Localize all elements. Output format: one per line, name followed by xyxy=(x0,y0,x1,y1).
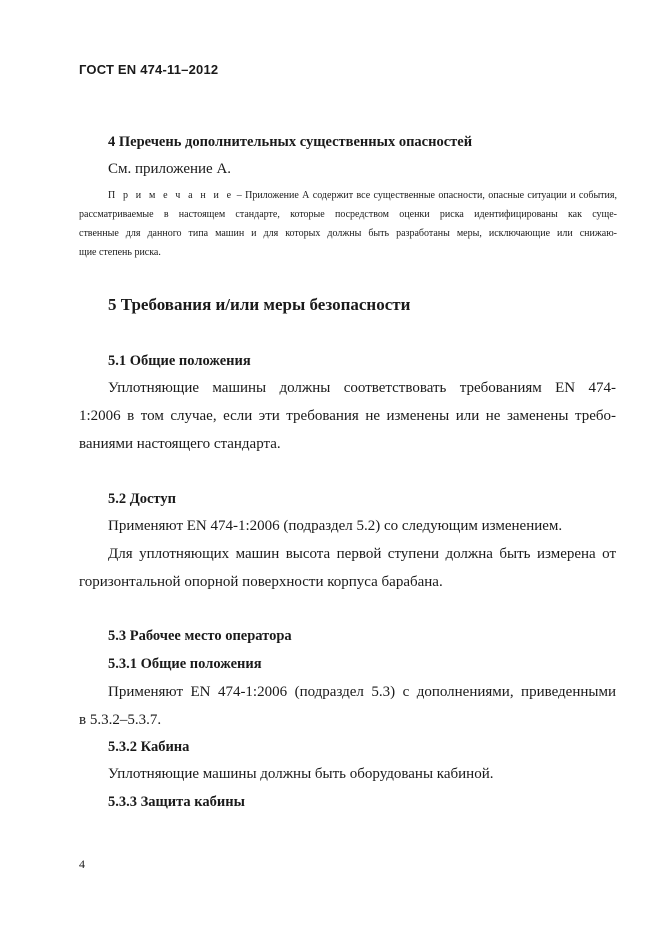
section-5-3-1-line-2: в 5.3.2–5.3.7. xyxy=(79,712,162,728)
section-5-1-line-2: 1:2006 в том случае, если эти требования не изменены или не заменены требо- xyxy=(79,408,616,424)
section-4-note xyxy=(79,186,617,262)
note-label: П р и м е ч а н и е xyxy=(108,190,234,201)
page-number: 4 xyxy=(79,857,85,871)
note-line-1-text: – Приложение А содержит все существенные опасности, опасные ситуации и события, xyxy=(236,190,618,201)
section-5-3-title: 5.3 Рабочее место оператора xyxy=(108,628,292,644)
section-5-2-title: 5.2 Доступ xyxy=(108,491,176,507)
document-header: ГОСТ EN 474-11–2012 xyxy=(79,62,219,77)
section-4-reference: См. приложение А. xyxy=(108,161,232,177)
section-5-1-title: 5.1 Общие положения xyxy=(108,353,251,369)
section-5-2-line-2: Для уплотняющих машин высота первой ступени должна быть измерена от xyxy=(108,546,616,562)
section-5-3-2-text: Уплотняющие машины должны быть оборудованы кабиной. xyxy=(108,766,494,782)
section-5-3-1-title: 5.3.1 Общие положения xyxy=(108,656,262,672)
note-line-4: щие степень риска. xyxy=(79,247,161,258)
note-line-2: рассматриваемые в настоящем стандарте, которые посредством оценки риска идентифицированы как суще- xyxy=(79,209,617,220)
note-line-1 xyxy=(79,186,617,205)
section-5-3-1-line-1: Применяют EN 474-1:2006 (подраздел 5.3) с дополнениями, приведенными xyxy=(108,684,616,700)
section-5-1-line-1: Уплотняющие машины должны соответствовать требованиям EN 474- xyxy=(108,380,616,396)
section-5-2-line-3: горизонтальной опорной поверхности корпуса барабана. xyxy=(79,574,443,590)
note-line-3: ственные для данного типа машин и для которых должны быть разработаны меры, исключающие или снижаю- xyxy=(79,228,617,239)
section-5-3-3-title: 5.3.3 Защита кабины xyxy=(108,794,245,810)
section-4-title: 4 Перечень дополнительных существенных опасностей xyxy=(108,134,473,150)
section-5-title: 5 Требования и/или меры безопасности xyxy=(108,295,411,314)
section-5-1-line-3: ваниями настоящего стандарта. xyxy=(79,436,281,452)
section-5-3-2-title: 5.3.2 Кабина xyxy=(108,739,190,755)
section-5-2-line-1: Применяют EN 474-1:2006 (подраздел 5.2) со следующим изменением. xyxy=(108,518,563,534)
